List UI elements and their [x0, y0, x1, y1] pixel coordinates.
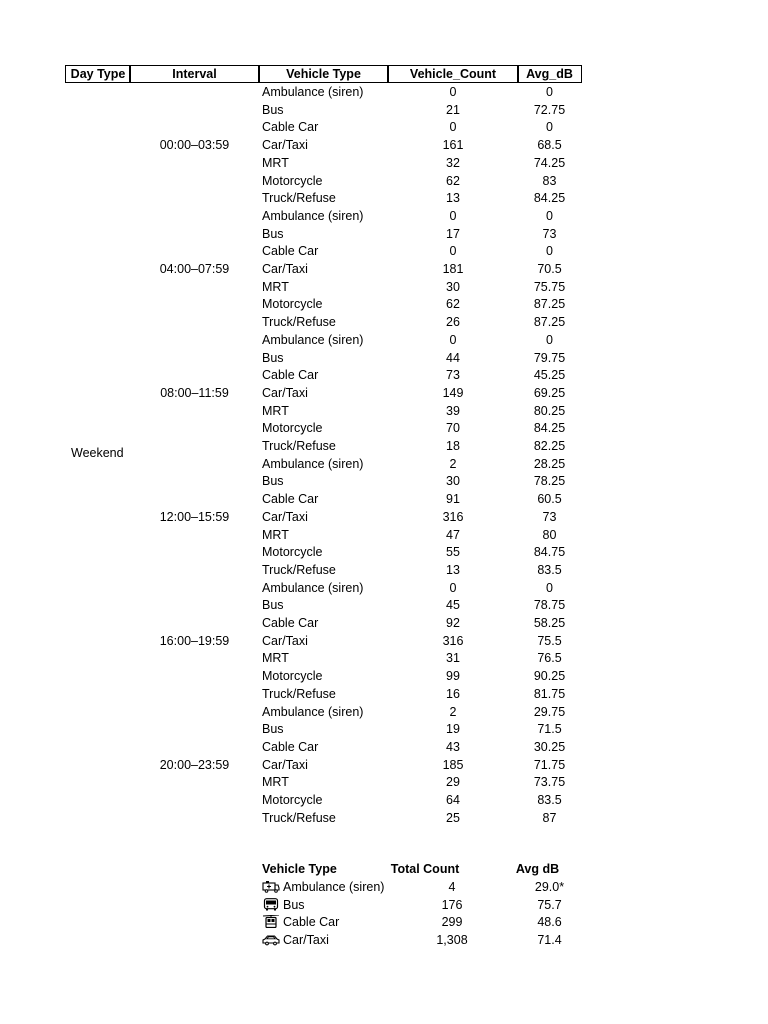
vehicle-count-cell: 0: [449, 580, 457, 595]
avg-db-cell: 45.25: [533, 368, 566, 383]
vehicle-count-cell: 2: [449, 704, 457, 719]
interval-label: 16:00–19:59: [159, 633, 230, 648]
avg-db-cell: 58.25: [533, 616, 566, 630]
summary-vehicle-type-label: Bus: [283, 897, 305, 912]
avg-db-cell: 70.5: [537, 262, 562, 276]
summary-vehicle-type-label: Car/Taxi: [283, 933, 329, 948]
vehicle-type-cell: Car/Taxi: [262, 757, 308, 772]
vehicle-count-cell: 17: [446, 226, 460, 241]
header-interval: Interval: [172, 67, 217, 81]
avg-db-cell: 29.75: [533, 704, 566, 719]
vehicle-count-cell: 21: [446, 102, 460, 117]
vehicle-count-cell: 64: [446, 793, 460, 807]
avg-db-cell: 28.25: [533, 456, 566, 471]
bus-icon: [262, 898, 280, 911]
vehicle-count-cell: 185: [442, 757, 464, 772]
summary-avg-db-cell: 75.7: [537, 897, 562, 912]
summary-vehicle-type-cell: [262, 897, 388, 914]
summary-vehicle-type-cell: [262, 932, 388, 949]
avg-db-cell: 80.25: [533, 403, 566, 418]
vehicle-count-cell: 45: [446, 598, 460, 613]
avg-db-cell: 74.25: [533, 155, 566, 170]
avg-db-cell: 71.75: [533, 757, 566, 772]
summary-avg-db-cell: 71.4: [537, 933, 562, 948]
vehicle-count-cell: 44: [446, 350, 460, 365]
vehicle-type-cell: Bus: [262, 102, 284, 117]
vehicle-type-cell: Motorcycle: [262, 297, 323, 312]
vehicle-count-cell: 316: [442, 633, 464, 648]
vehicle-type-cell: Cable Car: [262, 492, 319, 507]
avg-db-cell: 83.5: [537, 562, 562, 577]
avg-db-cell: 30.25: [533, 739, 566, 754]
vehicle-type-cell: Motorcycle: [262, 421, 323, 436]
vehicle-type-cell: Truck/Refuse: [262, 315, 336, 330]
vehicle-type-cell: MRT: [262, 403, 289, 418]
vehicle-count-cell: 30: [446, 279, 460, 294]
vehicle-type-cell: Bus: [262, 598, 284, 613]
vehicle-type-cell: Ambulance (siren): [262, 456, 364, 471]
avg-db-cell: 76.5: [537, 651, 562, 666]
vehicle-count-cell: 16: [446, 686, 460, 701]
vehicle-type-cell: Motorcycle: [262, 173, 323, 188]
avg-db-cell: 87: [542, 810, 557, 825]
vehicle-type-cell: MRT: [262, 279, 289, 294]
vehicle-count-cell: 39: [446, 403, 460, 418]
vehicle-type-cell: MRT: [262, 527, 289, 542]
vehicle-type-cell: Bus: [262, 474, 284, 489]
vehicle-count-cell: 0: [449, 244, 457, 259]
vehicle-type-cell: Motorcycle: [262, 545, 323, 560]
vehicle-count-cell: 73: [446, 368, 460, 383]
summary-total-count-cell: 4: [448, 880, 456, 894]
avg-db-cell: 84.25: [533, 191, 566, 206]
vehicle-type-cell: Truck/Refuse: [262, 810, 336, 825]
vehicle-count-cell: 19: [446, 722, 460, 737]
avg-db-cell: 75.75: [533, 279, 566, 294]
interval-label: 04:00–07:59: [159, 262, 230, 276]
header-day-type: Day Type: [70, 67, 126, 81]
summary-total-count-cell: 299: [441, 915, 463, 930]
avg-db-cell: 87.25: [533, 297, 566, 312]
avg-db-cell: 0: [546, 85, 553, 99]
car-icon: [262, 933, 280, 946]
avg-db-cell: 75.5: [537, 633, 562, 648]
avg-db-cell: 78.25: [533, 474, 566, 489]
vehicle-count-cell: 26: [446, 315, 460, 330]
vehicle-type-cell: Car/Taxi: [262, 385, 308, 400]
vehicle-count-cell: 13: [446, 191, 460, 206]
vehicle-count-cell: 181: [442, 262, 464, 276]
vehicle-type-cell: Truck/Refuse: [262, 439, 336, 453]
vehicle-type-cell: Cable Car: [262, 368, 319, 383]
vehicle-count-cell: 0: [449, 120, 457, 135]
avg-db-cell: 78.75: [533, 598, 566, 613]
summary-avg-db-cell: 29.0*: [534, 880, 565, 894]
header-vehicle-count: Vehicle_Count: [409, 67, 497, 81]
vehicle-type-cell: Cable Car: [262, 739, 319, 754]
avg-db-cell: 82.25: [533, 439, 566, 453]
avg-db-cell: 0: [546, 208, 553, 223]
vehicle-type-cell: Bus: [262, 226, 284, 241]
vehicle-count-cell: 161: [442, 138, 464, 153]
vehicle-count-cell: 18: [446, 439, 460, 453]
summary-vehicle-type-label: Cable Car: [283, 915, 340, 930]
vehicle-count-cell: 29: [446, 775, 460, 790]
header-avg-db: Avg_dB: [526, 67, 573, 81]
vehicle-count-cell: 13: [446, 562, 460, 577]
vehicle-type-cell: Ambulance (siren): [262, 85, 364, 99]
avg-db-cell: 0: [546, 120, 553, 135]
vehicle-type-cell: Motorcycle: [262, 793, 323, 807]
vehicle-type-cell: MRT: [262, 651, 289, 666]
vehicle-type-cell: MRT: [262, 155, 289, 170]
vehicle-type-cell: Bus: [262, 350, 284, 365]
vehicle-count-cell: 2: [449, 456, 457, 471]
vehicle-type-cell: Car/Taxi: [262, 509, 308, 524]
vehicle-count-cell: 62: [446, 297, 460, 312]
vehicle-count-cell: 31: [446, 651, 460, 666]
vehicle-type-cell: Cable Car: [262, 616, 319, 630]
avg-db-cell: 0: [546, 580, 553, 595]
avg-db-cell: 87.25: [533, 315, 566, 330]
vehicle-count-cell: 30: [446, 474, 460, 489]
summary-total-count-cell: 1,308: [436, 933, 468, 948]
avg-db-cell: 69.25: [533, 385, 566, 400]
vehicle-type-cell: Car/Taxi: [262, 138, 308, 153]
avg-db-cell: 84.75: [533, 545, 566, 560]
avg-db-cell: 73.75: [533, 775, 566, 790]
vehicle-type-cell: MRT: [262, 775, 289, 790]
interval-label: 08:00–11:59: [160, 385, 229, 400]
avg-db-cell: 83.5: [537, 793, 562, 807]
summary-header-total-count: Total Count: [390, 862, 460, 876]
summary-avg-db-cell: 48.6: [537, 915, 562, 930]
vehicle-type-cell: Bus: [262, 722, 284, 737]
cable-car-icon: [262, 915, 280, 928]
summary-header-avg-db: Avg dB: [515, 862, 560, 876]
avg-db-cell: 84.25: [533, 421, 566, 436]
vehicle-count-cell: 0: [449, 332, 457, 347]
vehicle-count-cell: 43: [446, 739, 460, 754]
vehicle-count-cell: 62: [446, 173, 460, 188]
avg-db-cell: 81.75: [533, 686, 566, 701]
vehicle-count-cell: 99: [446, 669, 460, 684]
avg-db-cell: 79.75: [533, 350, 566, 365]
vehicle-count-cell: 316: [442, 509, 464, 524]
interval-label: 20:00–23:59: [159, 757, 230, 772]
vehicle-type-cell: Motorcycle: [262, 669, 323, 684]
vehicle-count-cell: 91: [446, 492, 460, 507]
avg-db-cell: 72.75: [533, 102, 566, 117]
vehicle-type-cell: Ambulance (siren): [262, 580, 364, 595]
avg-db-cell: 73: [542, 226, 557, 241]
summary-total-count-cell: 176: [441, 897, 463, 912]
vehicle-type-cell: Cable Car: [262, 244, 319, 259]
avg-db-cell: 73: [542, 509, 557, 524]
avg-db-cell: 68.5: [537, 138, 562, 153]
vehicle-type-cell: Truck/Refuse: [262, 686, 336, 701]
avg-db-cell: 71.5: [537, 722, 562, 737]
summary-vehicle-type-label: Ambulance (siren): [283, 880, 385, 894]
vehicle-count-cell: 70: [446, 421, 460, 436]
vehicle-type-cell: Cable Car: [262, 120, 319, 135]
avg-db-cell: 0: [546, 244, 553, 259]
vehicle-type-cell: Ambulance (siren): [262, 704, 364, 719]
avg-db-cell: 60.5: [537, 492, 562, 507]
vehicle-type-cell: Ambulance (siren): [262, 208, 364, 223]
summary-vehicle-type-cell: [262, 914, 388, 931]
day-type-value: Weekend: [71, 446, 124, 460]
vehicle-count-cell: 47: [446, 527, 460, 542]
interval-label: 12:00–15:59: [159, 509, 230, 524]
avg-db-cell: 80: [542, 527, 557, 542]
vehicle-type-cell: Truck/Refuse: [262, 562, 336, 577]
vehicle-count-cell: 0: [449, 85, 457, 99]
vehicle-type-cell: Truck/Refuse: [262, 191, 336, 206]
header-vehicle-type: Vehicle Type: [286, 67, 361, 81]
vehicle-type-cell: Car/Taxi: [262, 633, 308, 648]
vehicle-count-cell: 92: [446, 616, 460, 630]
interval-label: 00:00–03:59: [159, 138, 230, 153]
vehicle-type-cell: Ambulance (siren): [262, 332, 364, 347]
vehicle-count-cell: 149: [442, 385, 464, 400]
vehicle-type-cell: Car/Taxi: [262, 262, 308, 276]
summary-header-vehicle-type: Vehicle Type: [262, 862, 337, 876]
avg-db-cell: 0: [546, 332, 553, 347]
avg-db-cell: 90.25: [533, 669, 566, 684]
ambulance-icon: [262, 880, 280, 893]
vehicle-count-cell: 32: [446, 155, 460, 170]
vehicle-count-cell: 55: [446, 545, 460, 560]
summary-vehicle-type-cell: [262, 879, 388, 896]
vehicle-count-cell: 25: [446, 810, 460, 825]
vehicle-count-cell: 0: [449, 208, 457, 223]
avg-db-cell: 83: [542, 173, 557, 188]
